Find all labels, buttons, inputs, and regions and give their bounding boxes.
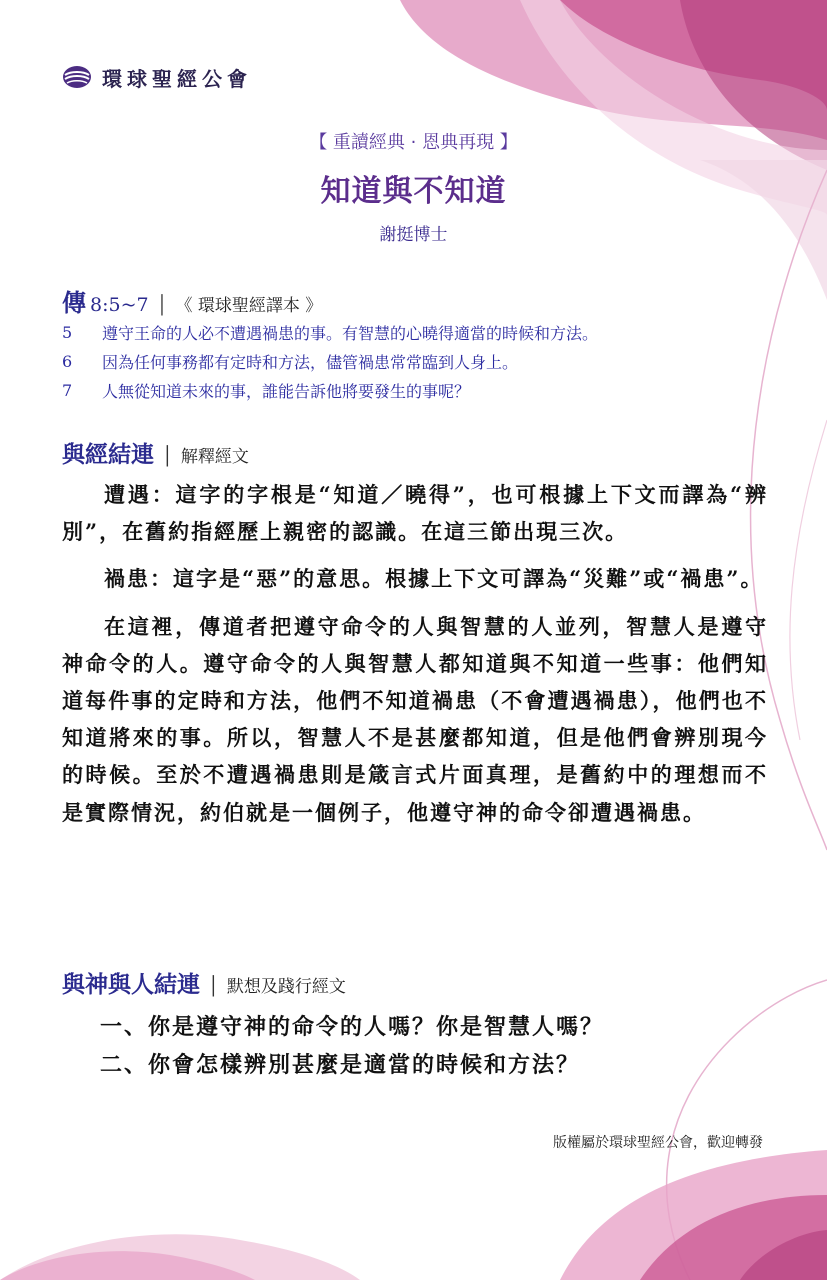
scripture-range: 8:5~7	[90, 294, 149, 316]
section-separator: │	[208, 976, 219, 997]
author-name: 謝挺博士	[379, 225, 448, 245]
page-title: 知道與不知道	[320, 174, 507, 209]
brand-name: 環球聖經公會	[102, 66, 252, 91]
section-separator: │	[162, 446, 173, 467]
paragraph: 遭遇：這字的字根是“知道／曉得”，也可根據上下文而譯為“辨別”，在舊約指經歷上親密的認識。在這三節出現三次。	[62, 482, 768, 545]
verse-list	[62, 318, 598, 405]
verse-number: 5	[62, 323, 73, 342]
section-title: 與經結連	[62, 441, 154, 468]
verse-item	[62, 376, 598, 405]
paragraph: 禍患：這字是“惡”的意思。根據上下文可譯為“災難”或“禍患”。	[104, 566, 764, 592]
bible-version: 《 環球聖經譯本 》	[175, 296, 323, 316]
scripture-reference	[62, 283, 322, 318]
verse-number: 7	[62, 381, 73, 400]
section-reflect-heading	[62, 966, 346, 999]
verse-text: 因為任何事務都有定時和方法，儘管禍患常常臨到人身上。	[102, 353, 519, 372]
reflection-questions	[100, 1008, 604, 1084]
question-item: 二、你會怎樣辨別甚麼是適當的時候和方法？	[100, 1052, 581, 1078]
scripture-book: 傳	[62, 288, 86, 317]
verse-item	[62, 318, 598, 347]
section-explain-heading	[62, 436, 249, 469]
verse-item	[62, 347, 598, 376]
verse-text: 遵守王命的人必不遭遇禍患的事。有智慧的心曉得適當的時候和方法。	[102, 324, 599, 343]
section-subtitle: 默想及踐行經文	[226, 977, 346, 997]
paragraph: 在這裡，傳道者把遵守命令的人與智慧的人並列，智慧人是遵守神命令的人。遵守命令的人與智慧人都知道與不知道一些事：他們知道每件事的定時和方法，他們不知道禍患（不會遭遇禍患），他們也不知道將來的事。所以，智慧人不是甚麼都知道，但是他們會辨別現今的時候。至於不遭遇禍患則是箴言式片面真理，是舊約中的理想而不是實際情況，約伯就是一個例子，他遵守神的命令卻遭遇禍患。	[62, 613, 768, 825]
brand-logo	[62, 62, 252, 92]
explanation-body	[62, 476, 768, 841]
reference-separator: │	[156, 295, 168, 316]
question-item: 一、你是遵守神的命令的人嗎？你是智慧人嗎？	[100, 1014, 605, 1040]
section-subtitle: 解釋經文	[180, 447, 249, 467]
section-title: 與神與人結連	[62, 971, 200, 998]
verse-number: 6	[62, 352, 73, 371]
series-subtitle: 【 重讀經典 · 恩典再現 】	[309, 132, 518, 153]
verse-text: 人無從知道未來的事，誰能告訴他將要發生的事呢？	[102, 382, 471, 401]
bible-society-logo-icon	[62, 62, 92, 92]
copyright-notice: 版權屬於環球聖經公會，歡迎轉發	[553, 1135, 763, 1151]
